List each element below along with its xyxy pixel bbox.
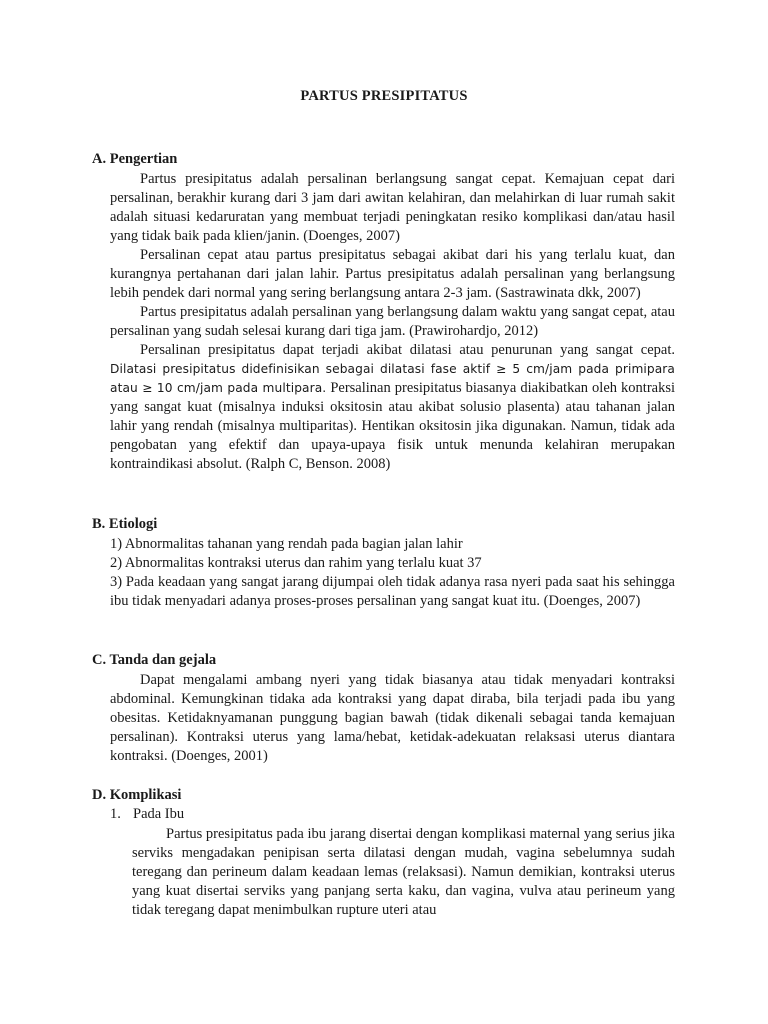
paragraph: Dapat mengalami ambang nyeri yang tidak biasanya atau tidak menyadari kontraksi abdominal. Kemungkinan tidaka ada kontraksi yang dapat diraba, bila terjadi pada ibu yang obesitas. Ketidaknyamanan punggung bagian bawah (tidak dikenali sebagai tanda kemajuan persalinan). Kontraksi uterus yang lama/hebat, ketidak-adekuatan relaksasi uterus diantara kontraksi. (Doenges, 2001) — [110, 672, 675, 764]
paragraph: Partus presipitatus pada ibu jarang disertai dengan komplikasi maternal yang serius jika serviks mengadakan penipisan serta dilatasi dengan mudah, vagina sebelumnya sudah teregang dan perineum dalam keadaan lemas (relaksasi). Namun demikian, kontraksi uterus yang kuat disertai serviks yang panjang serta kaku, dan vagina, vulva atau perineum yang tidak teregang dapat menimbulkan rupture uteri atau — [132, 826, 675, 918]
section-heading-tanda-gejala: C. Tanda dan gejala — [92, 652, 217, 668]
section-body-pada-ibu — [132, 825, 675, 920]
page-title: PARTUS PRESIPITATUS — [300, 88, 468, 104]
list-item: 2) Abnormalitas kontraksi uterus dan rahim yang terlalu kuat 37 — [110, 555, 482, 571]
paragraph-text-dilatasi: Dilatasi presipitatus didefinisikan sebagai dilatasi fase aktif ≥ 5 cm/jam pada primipara atau ≥ 10 cm/jam pada multipara. — [110, 362, 675, 395]
section-body-pengertian — [110, 170, 675, 474]
paragraph — [110, 341, 675, 474]
paragraph-text: Persalinan presipitatus dapat terjadi akibat dilatasi atau penurunan yang sangat cepat. — [140, 342, 675, 358]
paragraph-text: Persalinan presipitatus biasanya diakibatkan oleh kontraksi yang sangat kuat (misalnya induksi oksitosin atau akibat solusio plasenta) atau tahanan jalan lahir yang rendah (misalnya multiparitas). Hentikan oksitosin jika digunakan. Namun, tidak ada pengobatan yang efektif dan upaya-upaya fisik untuk menunda kelahiran merupakan kontraindikasi absolut. (Ralph C, Benson. 2008) — [110, 380, 676, 472]
sub-heading-pada-ibu — [110, 806, 184, 823]
section-heading-pengertian: A. Pengertian — [92, 151, 178, 167]
list-item: 3) Pada keadaan yang sangat jarang dijumpai oleh tidak adanya rasa nyeri pada saat his sehingga ibu tidak menyadari adanya proses-proses persalinan yang sangat kuat itu. (Doenges, 2007) — [110, 574, 675, 609]
paragraph: Persalinan cepat atau partus presipitatus sebagai akibat dari his yang terlalu kuat, dan kurangnya pertahanan dari jalan lahir. Partus presipitatus adalah persalinan yang berlangsung lebih pendek dari normal yang sering berlangsung antara 2-3 jam. (Sastrawinata dkk, 2007) — [110, 247, 675, 301]
section-body-tanda-gejala — [110, 671, 675, 766]
sub-label: Pada Ibu — [133, 806, 185, 822]
section-heading-etiologi: B. Etiologi — [92, 516, 158, 532]
paragraph: Partus presipitatus adalah persalinan yang berlangsung dalam waktu yang sangat cepat, atau persalinan yang sudah selesai kurang dari tiga jam. (Prawirohardjo, 2012) — [110, 304, 675, 339]
paragraph: Partus presipitatus adalah persalinan berlangsung sangat cepat. Kemajuan cepat dari persalinan, berakhir kurang dari 3 jam dari awitan kelahiran, dan melahirkan di luar rumah sakit adalah situasi kedaruratan yang membuat terjadi peningkatan resiko komplikasi dan/atau hasil yang tidak baik pada klien/janin. (Doenges, 2007) — [110, 171, 675, 244]
sub-number: 1. — [110, 806, 121, 822]
list-item: 1) Abnormalitas tahanan yang rendah pada bagian jalan lahir — [110, 536, 463, 552]
section-heading-komplikasi: D. Komplikasi — [92, 787, 182, 803]
etiologi-list — [110, 535, 675, 611]
